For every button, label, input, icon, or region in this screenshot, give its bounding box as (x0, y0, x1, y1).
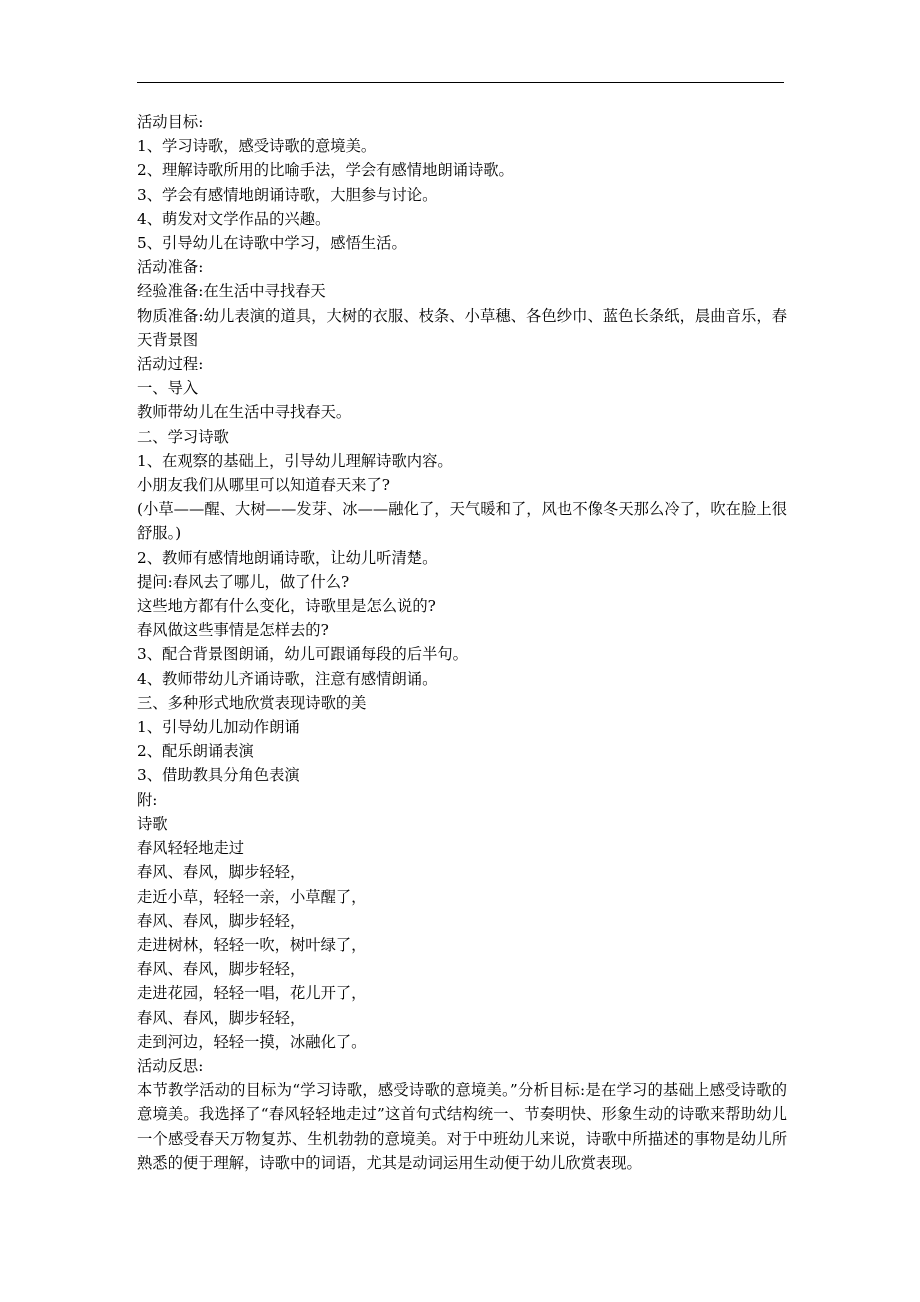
line: 诗歌 (137, 814, 168, 833)
line: 附: (137, 790, 158, 809)
line: 物质准备:幼儿表演的道具，大树的衣服、枝条、小草穗、各色纱巾、蓝色长条纸，晨曲音乐，春天背景图 (137, 306, 787, 349)
line: 活动过程: (137, 355, 204, 374)
line: 活动目标: (137, 113, 204, 131)
line: 4、教师带幼儿齐诵诗歌，注意有感情朗诵。 (137, 669, 438, 688)
line: 走进树林，轻轻一吹，树叶绿了， (137, 935, 367, 954)
line: 经验准备:在生活中寻找春天 (137, 282, 326, 301)
line: 2、理解诗歌所用的比喻手法，学会有感情地朗诵诗歌。 (137, 161, 514, 180)
line: 这些地方都有什么变化，诗歌里是怎么说的? (137, 597, 436, 616)
line: 本节教学活动的目标为“学习诗歌，感受诗歌的意境美。”分析目标:是在学习的基础上感受诗歌的意境美。我选择了“春风轻轻地走过”这首句式结构统一、节奏明快、形象生动的诗歌来帮助幼儿一个感受春天万物复苏、生机勃勃的意境美。对于中班幼儿来说，诗歌中所描述的事物是幼儿所熟悉的便于理解，诗歌中的词语，尤其是动词运用生动便于幼儿欣赏表现。 (137, 1081, 787, 1172)
header-rule (137, 82, 784, 83)
line: 二、学习诗歌 (137, 427, 229, 446)
line: 2、教师有感情地朗诵诗歌，让幼儿听清楚。 (137, 548, 438, 567)
line: 1、学习诗歌，感受诗歌的意境美。 (137, 137, 377, 156)
line: 活动准备: (137, 258, 204, 277)
line: 教师带幼儿在生活中寻找春天。 (137, 403, 352, 422)
line: 春风做这些事情是怎样去的? (137, 621, 329, 640)
line: 走到河边，轻轻一摸，冰融化了。 (137, 1032, 367, 1051)
line: (小草——醒、大树——发芽、冰——融化了，天气暖和了，风也不像冬天那么冷了，吹在脸上很舒服。) (137, 500, 787, 543)
line: 3、借助教具分角色表演 (137, 766, 300, 785)
line: 春风、春风，脚步轻轻， (137, 911, 306, 930)
line: 三、多种形式地欣赏表现诗歌的美 (137, 693, 367, 712)
line: 春风、春风，脚步轻轻， (137, 1008, 306, 1027)
line: 5、引导幼儿在诗歌中学习，感悟生活。 (137, 234, 407, 253)
line: 1、引导幼儿加动作朗诵 (137, 718, 300, 737)
line: 走近小草，轻轻一亲，小草醒了， (137, 887, 367, 906)
line: 春风、春风，脚步轻轻， (137, 863, 306, 882)
line: 提问:春风去了哪儿，做了什么? (137, 572, 350, 591)
line: 活动反思: (137, 1056, 204, 1075)
line: 2、配乐朗诵表演 (137, 742, 254, 761)
line: 3、配合背景图朗诵，幼儿可跟诵每段的后半句。 (137, 645, 468, 664)
line: 4、萌发对文学作品的兴趣。 (137, 209, 331, 228)
line: 小朋友我们从哪里可以知道春天来了? (137, 476, 390, 495)
line: 1、在观察的基础上，引导幼儿理解诗歌内容。 (137, 451, 453, 470)
line: 春风、春风，脚步轻轻， (137, 960, 306, 979)
line: 3、学会有感情地朗诵诗歌，大胆参与讨论。 (137, 185, 438, 204)
line: 走进花园，轻轻一唱，花儿开了， (137, 984, 367, 1003)
line: 一、导入 (137, 379, 199, 398)
line: 春风轻轻地走过 (137, 839, 245, 858)
document-body (137, 110, 787, 1175)
